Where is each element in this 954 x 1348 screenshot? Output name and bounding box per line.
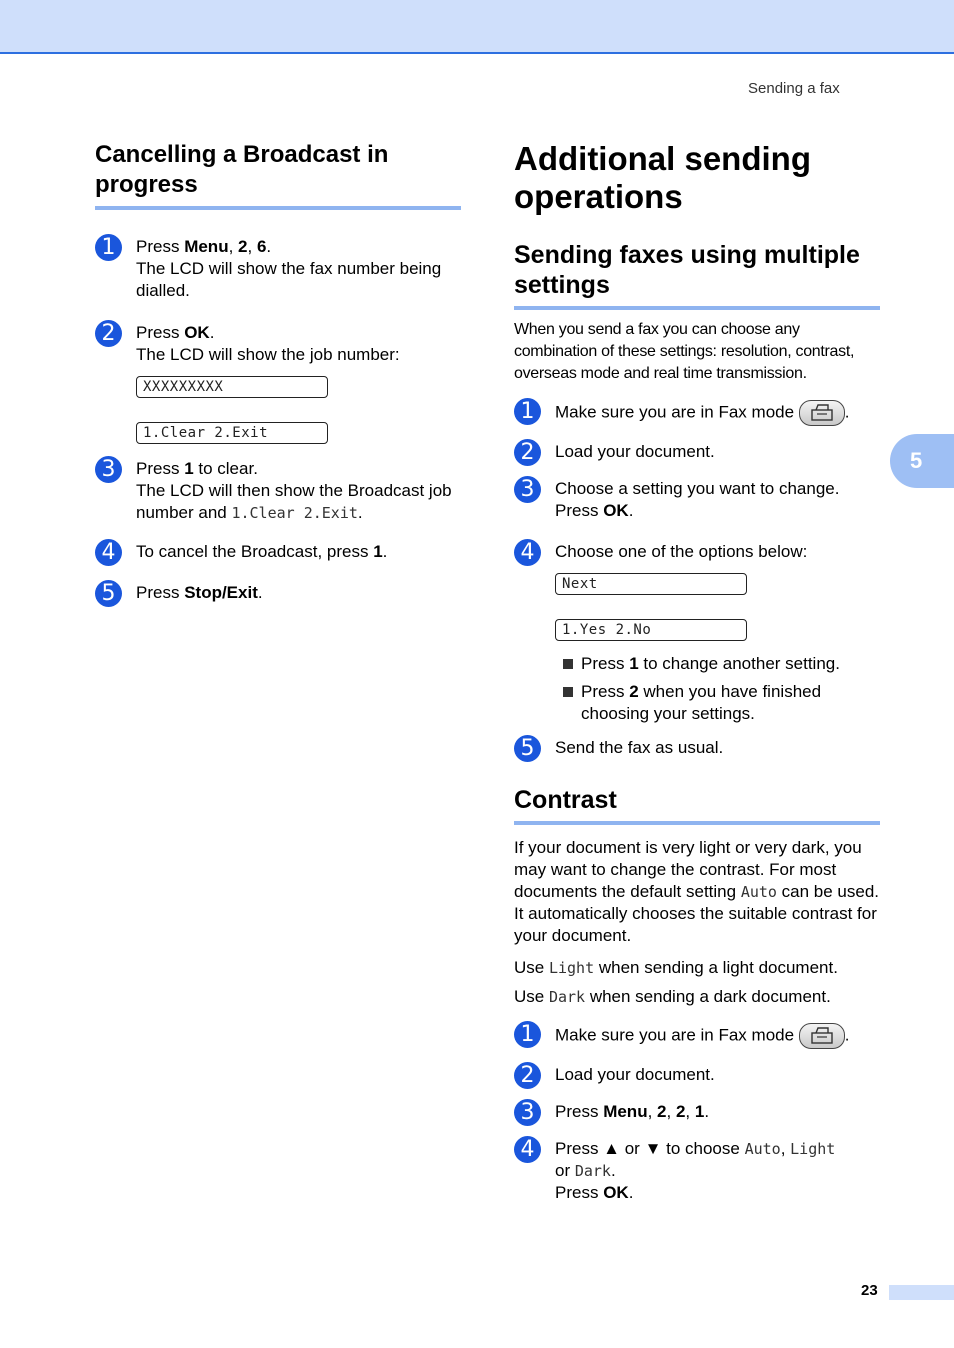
key-stop-exit: Stop/Exit [184, 583, 258, 602]
step-text: Make sure you are in Fax mode [555, 402, 795, 422]
lcd-text: Dark [548, 988, 586, 1006]
step-text: Press [555, 1102, 604, 1121]
text: can be used. It automatically chooses the suitable contrast for your document. [514, 882, 880, 945]
step-4 [95, 541, 461, 563]
period: . [844, 402, 850, 422]
bullet-text: when you have finished choosing your settings. [581, 682, 822, 723]
step-3 [514, 1101, 880, 1123]
lcd-text: Auto [744, 1140, 781, 1158]
top-banner [0, 0, 954, 54]
step-detail: The LCD will show the job number: [136, 345, 400, 364]
step-1 [95, 236, 461, 302]
section-intro: When you send a fax you can choose any combination of these settings: resolution, contrast, overseas mode and real time transmission. [514, 321, 855, 382]
lcd-display-line2: 1.Clear 2.Exit [136, 422, 328, 444]
key-1: 1 [694, 1102, 705, 1121]
step-2 [514, 441, 880, 463]
key-1: 1 [184, 459, 194, 478]
step-2 [514, 1064, 880, 1086]
sep: , [647, 1102, 658, 1121]
sep: , [247, 237, 257, 256]
step-number-badge: 5 [95, 580, 122, 607]
period: . [628, 501, 634, 520]
section-title-cancel-broadcast: Cancelling a Broadcast in progress [95, 140, 461, 210]
period: . [257, 583, 263, 602]
text: Use [514, 987, 549, 1006]
step-1 [514, 1023, 880, 1049]
bullet-square-icon [563, 687, 573, 697]
step-number-badge: 1 [514, 1021, 541, 1048]
step-5 [514, 737, 880, 759]
bullet-text: Press [581, 654, 630, 673]
step-text: Load your document. [555, 442, 715, 461]
step-4 [514, 1138, 880, 1204]
key-menu: Menu [184, 237, 229, 256]
step-5 [95, 582, 461, 604]
step-text: Load your document. [555, 1065, 715, 1084]
left-column [95, 140, 461, 604]
period: . [209, 323, 215, 342]
lcd-text: 1.Clear 2.Exit [231, 504, 358, 522]
key-2: 2 [629, 682, 639, 701]
chapter-tab [890, 434, 954, 488]
step-detail: The LCD will show the fax number being dialled. [136, 259, 442, 300]
period: . [704, 1102, 710, 1121]
lcd-display-line2: 1.Yes 2.No [555, 619, 747, 641]
lcd-text: Auto [740, 883, 777, 901]
step-number-badge: 4 [514, 1136, 541, 1163]
step-text: Press [555, 501, 604, 520]
step-number-badge: 2 [95, 320, 122, 347]
step-number-badge: 3 [514, 476, 541, 503]
step-text: Choose one of the options below: [555, 542, 808, 561]
period: . [382, 542, 388, 561]
step-number-badge: 4 [514, 539, 541, 566]
step-number-badge: 4 [95, 539, 122, 566]
bullet-text: to change another setting. [638, 654, 840, 673]
step-text: or [555, 1161, 575, 1180]
sep: , [228, 237, 239, 256]
step-number-badge: 1 [514, 398, 541, 425]
step-text: Choose a setting you want to change. [555, 479, 840, 498]
key-ok: OK [603, 1183, 629, 1202]
step-number-badge: 1 [95, 234, 122, 261]
step-text: Send the fax as usual. [555, 738, 724, 757]
contrast-intro [514, 837, 880, 947]
lcd-text: Dark [574, 1162, 611, 1180]
period: . [266, 237, 272, 256]
section-title-contrast: Contrast [514, 785, 880, 825]
step-number-badge: 3 [95, 456, 122, 483]
step-detail: The LCD will then show the Broadcast job number and [136, 481, 452, 522]
page-title: Additional sending operations [514, 140, 811, 215]
bullet-text: Press [581, 682, 630, 701]
page-number: 23 [861, 1282, 878, 1299]
text: Use [514, 958, 549, 977]
section-title-multiple-settings: Sending faxes using multiple settings [514, 240, 880, 310]
option-bullet [555, 653, 880, 675]
step-text: Press [555, 1183, 604, 1202]
step-text: Press [136, 459, 185, 478]
period: . [610, 1161, 616, 1180]
step-text: to clear. [193, 459, 258, 478]
step-number-badge: 5 [514, 735, 541, 762]
step-text: Press [136, 323, 185, 342]
step-text: Press [136, 237, 185, 256]
period: . [357, 503, 363, 522]
key-ok: OK [184, 323, 210, 342]
text: when sending a dark document. [585, 987, 831, 1006]
sep: , [685, 1102, 695, 1121]
step-text: Press ▲ or ▼ to choose [555, 1139, 745, 1158]
key-1: 1 [629, 654, 639, 673]
step-2 [95, 322, 461, 444]
key-ok: OK [603, 501, 629, 520]
right-column [514, 140, 880, 1204]
step-number-badge: 3 [514, 1099, 541, 1126]
step-1 [514, 400, 880, 426]
step-text: Make sure you are in Fax mode [555, 1025, 795, 1045]
key-2: 2 [675, 1102, 686, 1121]
text: If your document is very light or very dark, you may want to change the contrast. For most documents the default setting [514, 838, 862, 901]
sep: , [666, 1102, 676, 1121]
option-bullet [555, 681, 880, 725]
lcd-display-line1: Next [555, 573, 747, 595]
text: when sending a light document. [594, 958, 838, 977]
step-4 [514, 541, 880, 725]
sep: , [780, 1139, 791, 1158]
fax-mode-icon [799, 400, 845, 426]
step-text: Press [136, 583, 185, 602]
running-head: Sending a fax [748, 80, 840, 97]
chapter-number: 5 [910, 448, 923, 473]
use-dark-line [514, 986, 880, 1008]
key-menu: Menu [603, 1102, 648, 1121]
period: . [628, 1183, 634, 1202]
key-6: 6 [256, 237, 267, 256]
key-1: 1 [373, 542, 383, 561]
lcd-text: Light [790, 1140, 836, 1158]
step-text: To cancel the Broadcast, press [136, 542, 374, 561]
step-number-badge: 2 [514, 439, 541, 466]
step-number-badge: 2 [514, 1062, 541, 1089]
lcd-text: Light [548, 959, 595, 977]
footer-bar [889, 1285, 954, 1300]
bullet-square-icon [563, 659, 573, 669]
lcd-display-line1: XXXXXXXXX [136, 376, 328, 398]
key-2: 2 [657, 1102, 667, 1121]
step-3 [514, 478, 880, 522]
key-2: 2 [238, 237, 248, 256]
fax-mode-icon [799, 1023, 845, 1049]
step-3 [95, 458, 461, 524]
period: . [844, 1025, 850, 1045]
use-light-line [514, 957, 880, 979]
